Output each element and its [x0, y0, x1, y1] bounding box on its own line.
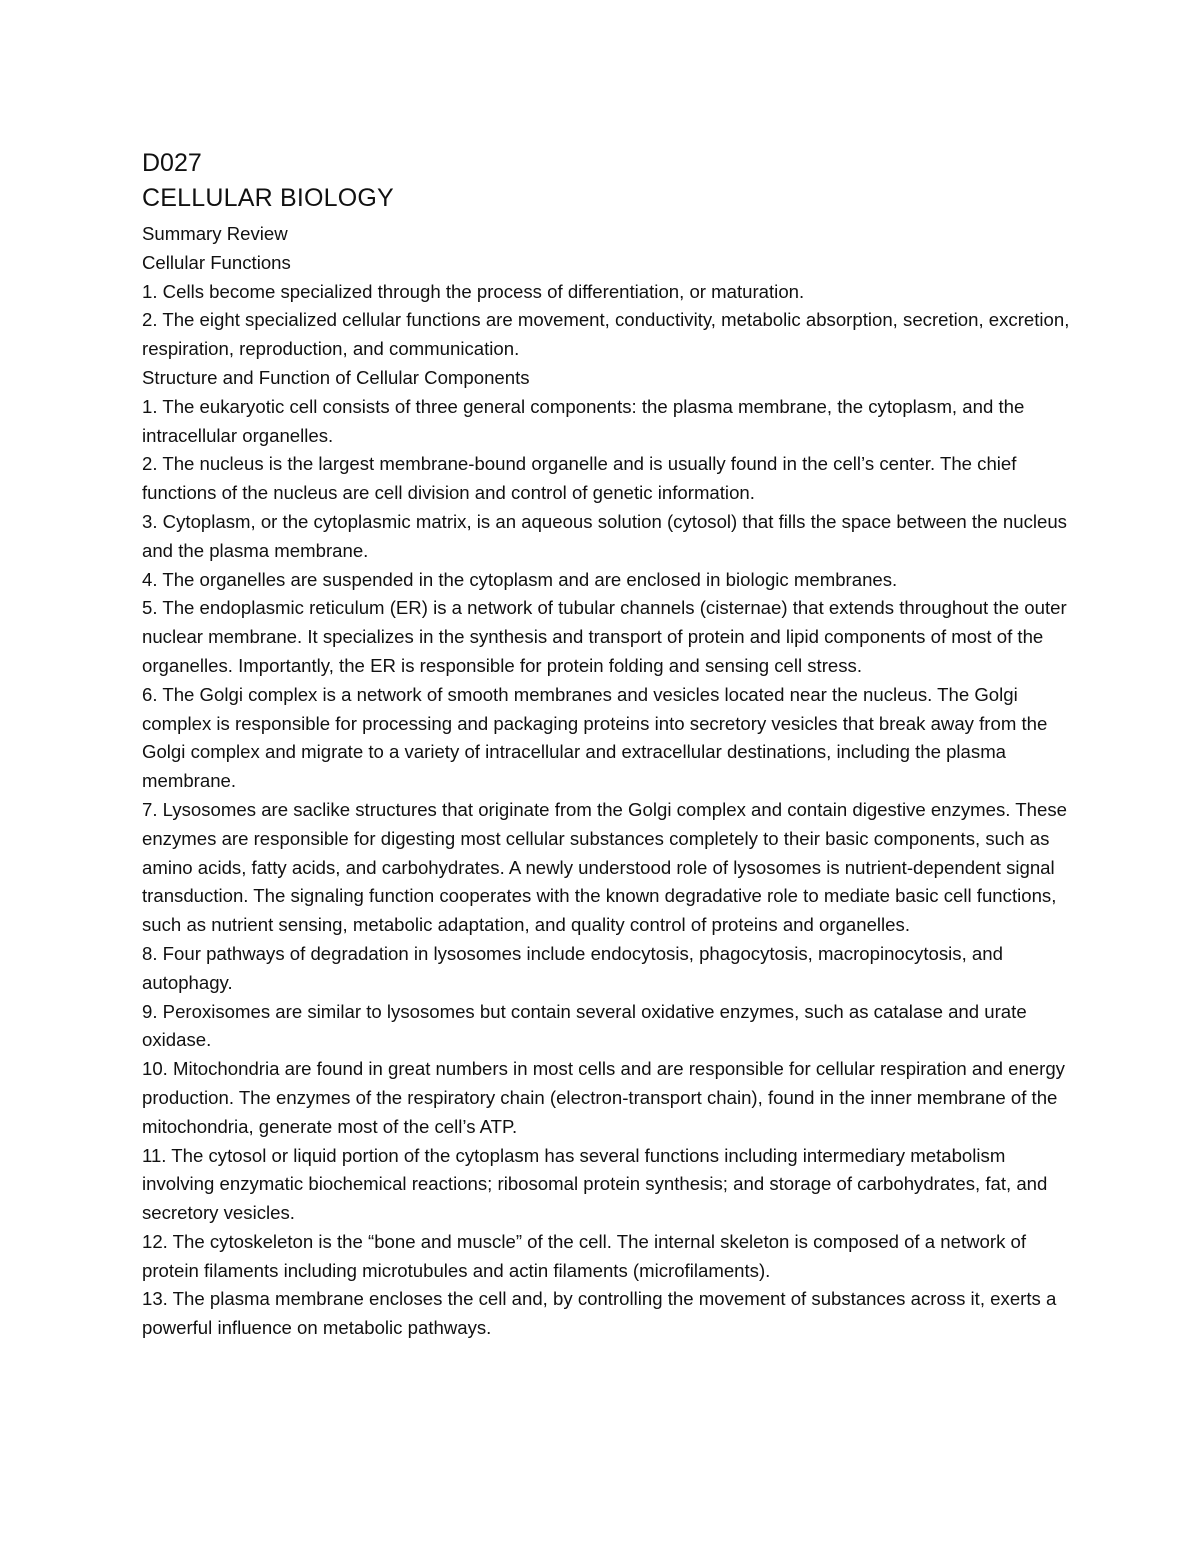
list-item: 6. The Golgi complex is a network of smooth membranes and vesicles located near the nucleus. The Golgi complex is responsible for processing and packaging proteins into secretory vesicles that break away from the Golgi complex and migrate to a variety of intracellular and extracellular destinations, including the plasma membrane.: [142, 683, 1048, 792]
document-page: [142, 146, 1082, 1343]
list-item: 2. The eight specialized cellular functions are movement, conductivity, metabolic absorption, secretion, excretion, respiration, reproduction, and communication.: [142, 309, 1070, 360]
list-item: 3. Cytoplasm, or the cytoplasmic matrix, is an aqueous solution (cytosol) that fills the space between the nucleus and the plasma membrane.: [142, 510, 1067, 561]
list-item: 2. The nucleus is the largest membrane-bound organelle and is usually found in the cell’s center. The chief functions of the nucleus are cell division and control of genetic information.: [142, 453, 1017, 504]
list-item: 1. Cells become specialized through the process of differentiation, or maturation.: [142, 280, 805, 302]
list-item: 4. The organelles are suspended in the cytoplasm and are enclosed in biologic membranes.: [142, 568, 898, 590]
list-item: 1. The eukaryotic cell consists of three general components: the plasma membrane, the cytoplasm, and the intracellular organelles.: [142, 395, 1025, 446]
document-code: D027: [142, 149, 202, 177]
list-item: 7. Lysosomes are saclike structures that originate from the Golgi complex and contain digestive enzymes. These enzymes are responsible for digesting most cellular substances completely to their basic components, such as amino acids, fatty acids, and carbohydrates. A newly understood role of lysosomes is nutrient-dependent signal transduction. The signaling function cooperates with the known degradative role to mediate basic cell functions, such as nutrient sensing, metabolic adaptation, and quality control of proteins and organelles.: [142, 798, 1067, 936]
document-subtitle: Summary Review: [142, 223, 288, 244]
document-title: CELLULAR BIOLOGY: [142, 184, 394, 212]
list-item: 10. Mitochondria are found in great numbers in most cells and are responsible for cellular respiration and energy production. The enzymes of the respiratory chain (electron-transport chain), found in the inner membrane of the mitochondria, generate most of the cell’s ATP.: [142, 1058, 1065, 1137]
list-item: 13. The plasma membrane encloses the cell and, by controlling the movement of substances across it, exerts a powerful influence on metabolic pathways.: [142, 1288, 1057, 1339]
section-heading-structure-function: Structure and Function of Cellular Components: [142, 366, 530, 388]
list-item: 11. The cytosol or liquid portion of the cytoplasm has several functions including intermediary metabolism involving enzymatic biochemical reactions; ribosomal protein synthesis; and storage of carbohydrates, fat, and secretory vesicles.: [142, 1144, 1048, 1224]
list-item: 5. The endoplasmic reticulum (ER) is a network of tubular channels (cisternae) that extends throughout the outer nuclear membrane. It specializes in the synthesis and transport of protein and lipid components of most of the organelles. Importantly, the ER is responsible for protein folding and sensing cell stress.: [142, 597, 1067, 676]
section-heading-cellular-functions: Cellular Functions: [142, 251, 291, 273]
list-item: 9. Peroxisomes are similar to lysosomes but contain several oxidative enzymes, such as catalase and urate oxidase.: [142, 1000, 1027, 1051]
list-item: 8. Four pathways of degradation in lysosomes include endocytosis, phagocytosis, macropinocytosis, and autophagy.: [142, 942, 1003, 993]
list-item: 12. The cytoskeleton is the “bone and muscle” of the cell. The internal skeleton is composed of a network of protein filaments including microtubules and actin filaments (microfilaments).: [142, 1230, 1027, 1281]
